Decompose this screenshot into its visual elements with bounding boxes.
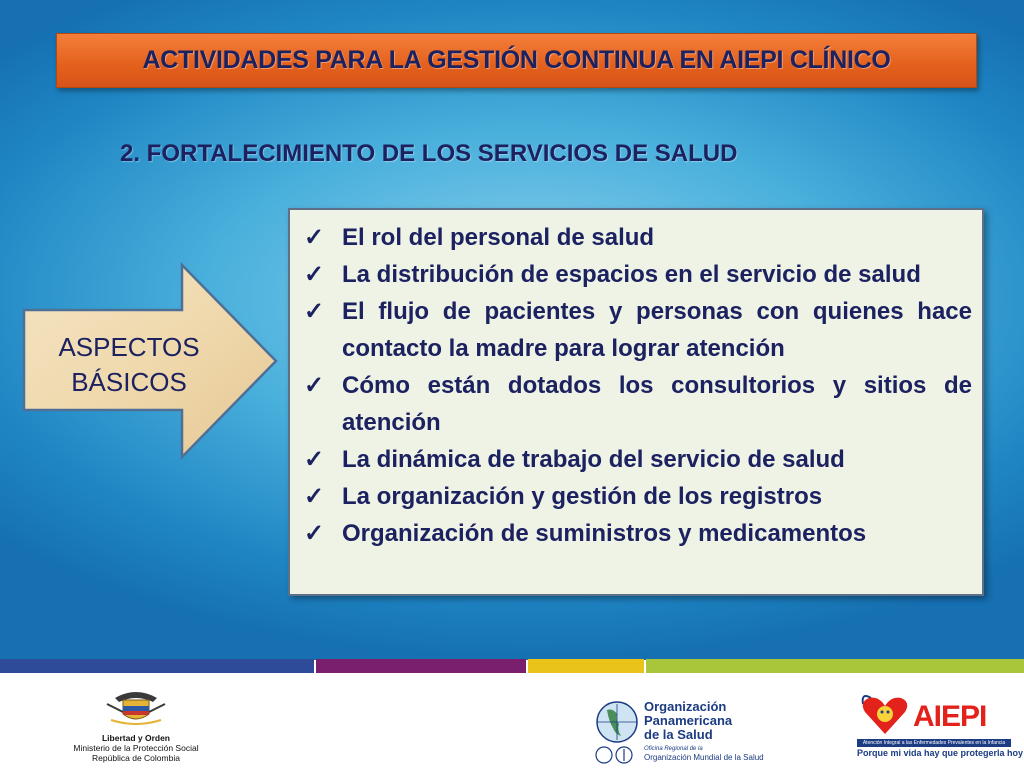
list-item bbox=[304, 441, 972, 478]
ops-name-line3: de la Salud bbox=[644, 727, 713, 742]
title-banner bbox=[56, 33, 977, 88]
footer-stripe-blue bbox=[0, 659, 314, 673]
aspects-list-box bbox=[288, 208, 984, 596]
checkmark-icon: ✓ bbox=[304, 261, 325, 288]
list-item bbox=[304, 256, 972, 293]
ops-logo bbox=[593, 696, 773, 766]
list-item bbox=[304, 293, 972, 367]
ops-name-line1: Organización bbox=[644, 699, 727, 714]
list-item bbox=[304, 367, 972, 441]
list-item bbox=[304, 515, 972, 552]
ministry-country: República de Colombia bbox=[92, 753, 180, 763]
list-item-text: El rol del personal de salud bbox=[342, 224, 655, 251]
checkmark-icon: ✓ bbox=[304, 224, 325, 251]
checkmark-icon: ✓ bbox=[304, 483, 325, 510]
arrow-label-line2: BÁSICOS bbox=[71, 367, 187, 397]
ministry-logo bbox=[56, 690, 216, 765]
checkmark-icon: ✓ bbox=[304, 520, 325, 547]
who-emblem-icon bbox=[595, 746, 635, 764]
list-item-text: El flujo de pacientes y personas con quienes hace contacto la madre para lograr atención bbox=[342, 298, 972, 362]
ministry-motto: Libertad y Orden bbox=[101, 733, 170, 743]
footer-stripe-purple bbox=[316, 659, 526, 673]
ops-name-line2: Panamericana bbox=[644, 713, 733, 728]
ops-who: Organización Mundial de la Salud bbox=[644, 753, 764, 762]
arrow-label bbox=[46, 330, 212, 400]
list-item-text: La dinámica de trabajo del servicio de salud bbox=[342, 446, 845, 473]
ops-name bbox=[644, 700, 732, 742]
aiepi-name: AIEPI bbox=[913, 700, 987, 733]
aspects-list bbox=[304, 219, 972, 552]
coat-of-arms-icon bbox=[101, 690, 171, 728]
footer-stripe-yellow bbox=[528, 659, 644, 673]
list-item bbox=[304, 478, 972, 515]
globe-icon bbox=[595, 700, 639, 744]
slide-subtitle: 2. FORTALECIMIENTO DE LOS SERVICIOS DE SALUD bbox=[120, 140, 738, 167]
list-item-text: Organización de suministros y medicamentos bbox=[342, 520, 867, 547]
footer-stripe-green bbox=[646, 659, 1024, 673]
aiepi-heart-icon bbox=[857, 690, 913, 738]
ministry-name: Ministerio de la Protección Social bbox=[73, 743, 199, 753]
aiepi-tagline-bar: Atención Integral a las Enfermedades Prevalentes en la Infancia bbox=[857, 739, 1011, 747]
ops-regional-office: Oficina Regional de la bbox=[644, 746, 703, 752]
checkmark-icon: ✓ bbox=[304, 446, 325, 473]
slide-title: ACTIVIDADES PARA LA GESTIÓN CONTINUA EN AIEPI CLÍNICO bbox=[142, 46, 891, 74]
arrow-label-line1: ASPECTOS bbox=[58, 332, 200, 362]
list-item bbox=[304, 219, 972, 256]
aiepi-slogan: Porque mi vida hay que protegerla hoy bbox=[857, 748, 1024, 758]
checkmark-icon: ✓ bbox=[304, 298, 325, 325]
checkmark-icon: ✓ bbox=[304, 372, 325, 399]
list-item-text: La distribución de espacios en el servicio de salud bbox=[342, 261, 921, 288]
list-item-text: La organización y gestión de los registros bbox=[342, 483, 823, 510]
aiepi-logo bbox=[855, 690, 1024, 765]
list-item-text: Cómo están dotados los consultorios y sitios de atención bbox=[342, 372, 972, 436]
